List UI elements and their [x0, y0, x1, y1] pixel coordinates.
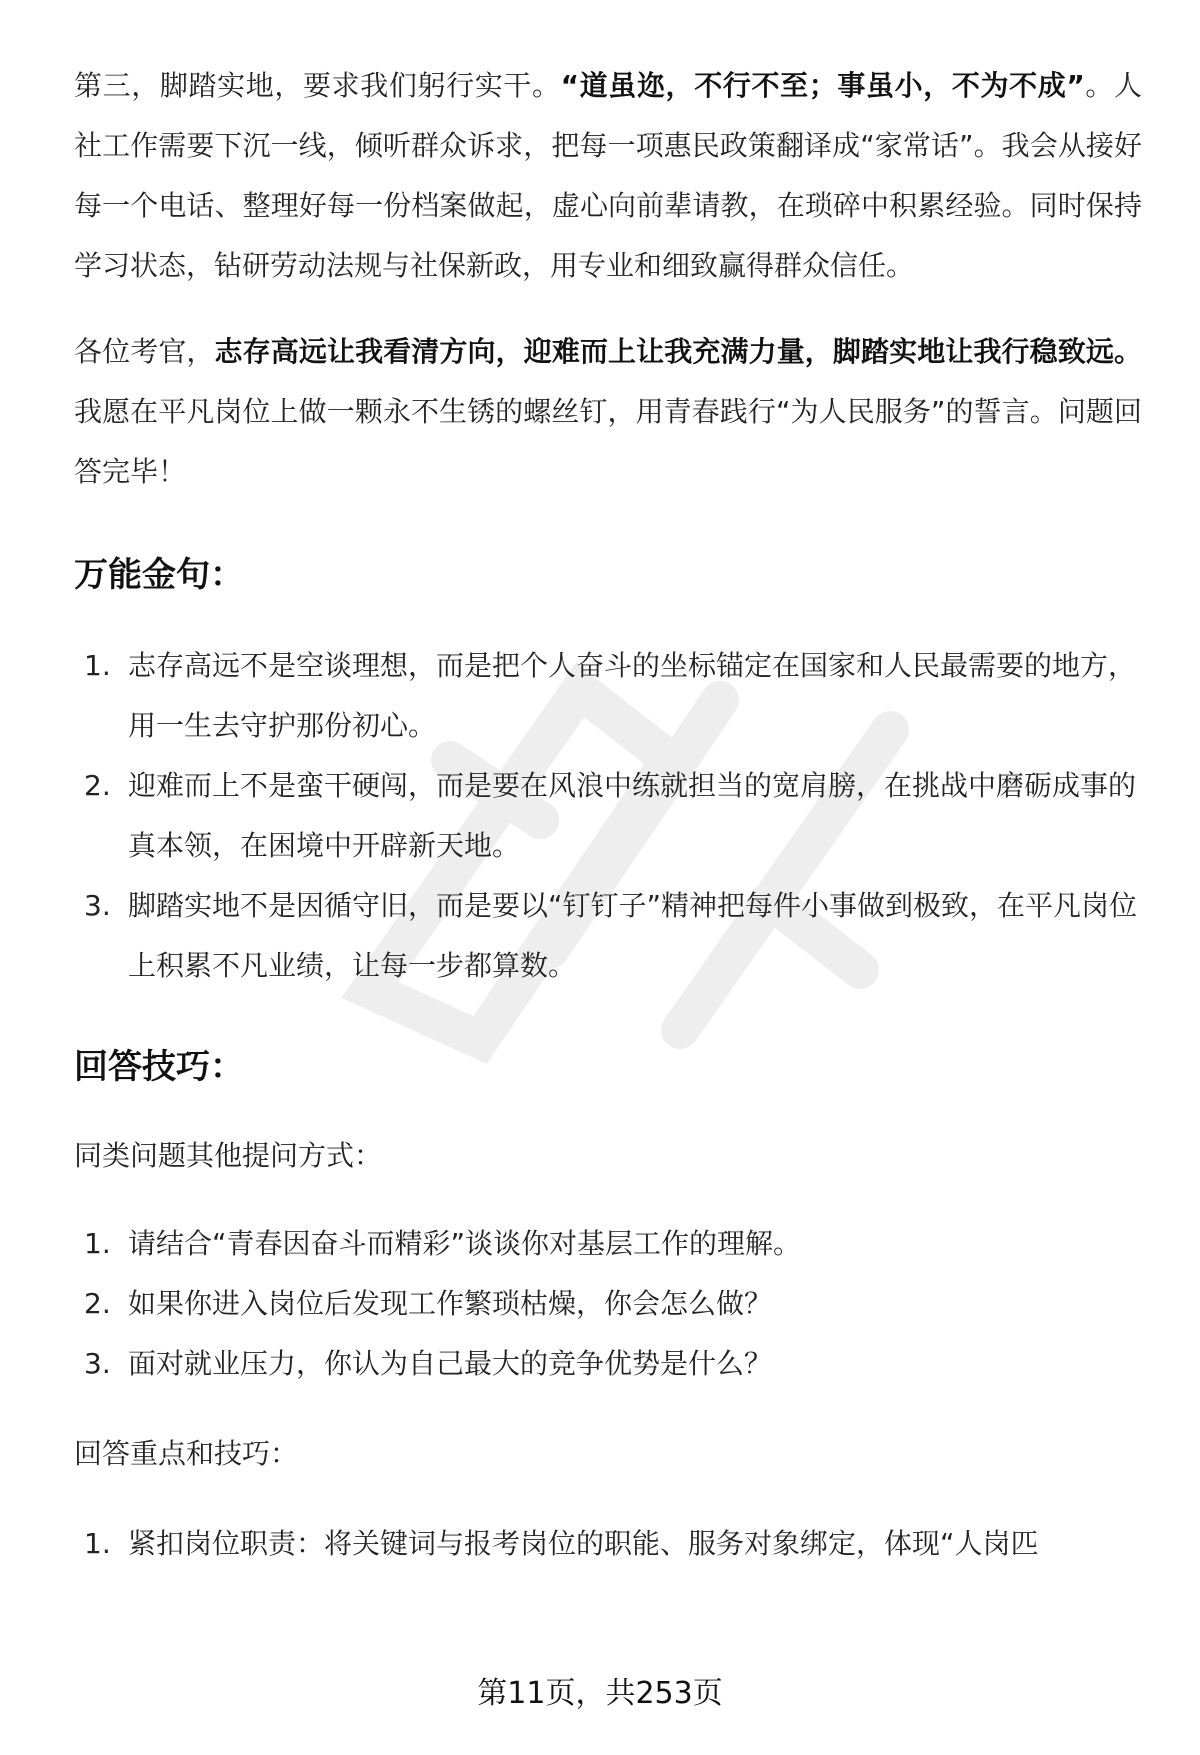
golden-sentence-list — [74, 636, 1142, 996]
list-item — [74, 636, 1142, 756]
main-content — [74, 56, 1142, 1574]
list-number: 1. — [84, 649, 111, 682]
list-text: 紧扣岗位职责：将关键词与报考岗位的职能、服务对象绑定，体现“人岗匹 — [128, 1527, 1039, 1560]
list-number: 2. — [84, 769, 111, 802]
key-points-label: 回答重点和技巧： — [74, 1437, 299, 1470]
list-text: 面对就业压力，你认为自己最大的竞争优势是什么？ — [128, 1347, 773, 1380]
paragraph-third-point-lead: 第三，脚踏实地，要求我们躬行实干。 — [74, 69, 561, 102]
list-number: 3. — [84, 889, 111, 922]
list-item — [74, 1514, 1142, 1574]
heading-answer-tips: 回答技巧： — [74, 1047, 244, 1087]
list-text: 如果你进入岗位后发现工作繁琐枯燥，你会怎么做？ — [128, 1287, 773, 1320]
heading-golden-sentences: 万能金句： — [74, 555, 244, 595]
conclusion-lead: 各位考官， — [74, 335, 215, 368]
paragraph-third-point-body: 。人社工作需要下沉一线，倾听群众诉求，把每一项惠民政策翻译成“家常话”。我会从接好每一个电话、整理好每一份档案做起，虚心向前辈请教，在琐碎中积累经验。同时保持学习状态，钻研劳动法规与社保新政，用专业和细致赢得群众信任。 — [74, 69, 1142, 282]
list-item — [74, 756, 1142, 876]
similar-questions-list — [74, 1214, 1142, 1394]
list-item — [74, 876, 1142, 996]
list-item — [74, 1214, 1142, 1274]
list-number: 2. — [84, 1287, 111, 1320]
list-text: 志存高远不是空谈理想，而是把个人奋斗的坐标锚定在国家和人民最需要的地方，用一生去守护那份初心。 — [128, 649, 1137, 742]
list-text: 脚踏实地不是因循守旧，而是要以“钉钉子”精神把每件小事做到极致，在平凡岗位上积累不凡业绩，让每一步都算数。 — [128, 889, 1138, 982]
quote-bold: “道虽迩，不行不至；事虽小，不为不成” — [560, 69, 1085, 102]
list-number: 1. — [84, 1527, 111, 1560]
paragraph-conclusion — [74, 322, 1142, 502]
conclusion-body: 我愿在平凡岗位上做一颗永不生锈的螺丝钉，用青春践行“为人民服务”的誓言。问题回答完毕！ — [74, 395, 1142, 488]
list-text: 迎难而上不是蛮干硬闯，而是要在风浪中练就担当的宽肩膀，在挑战中磨砺成事的真本领，在困境中开辟新天地。 — [128, 769, 1137, 862]
list-text: 请结合“青春因奋斗而精彩”谈谈你对基层工作的理解。 — [128, 1227, 802, 1260]
conclusion-bold: 志存高远让我看清方向，迎难而上让我充满力量，脚踏实地让我行稳致远。 — [214, 335, 1142, 368]
list-number: 1. — [84, 1227, 111, 1260]
similar-questions-label: 同类问题其他提问方式： — [74, 1139, 383, 1172]
paragraph-third-point — [74, 56, 1142, 296]
list-number: 3. — [84, 1347, 111, 1380]
list-item — [74, 1334, 1142, 1394]
list-item — [74, 1274, 1142, 1334]
page-number-footer: 第11页，共253页 — [477, 1676, 723, 1711]
key-points-list — [74, 1514, 1142, 1574]
